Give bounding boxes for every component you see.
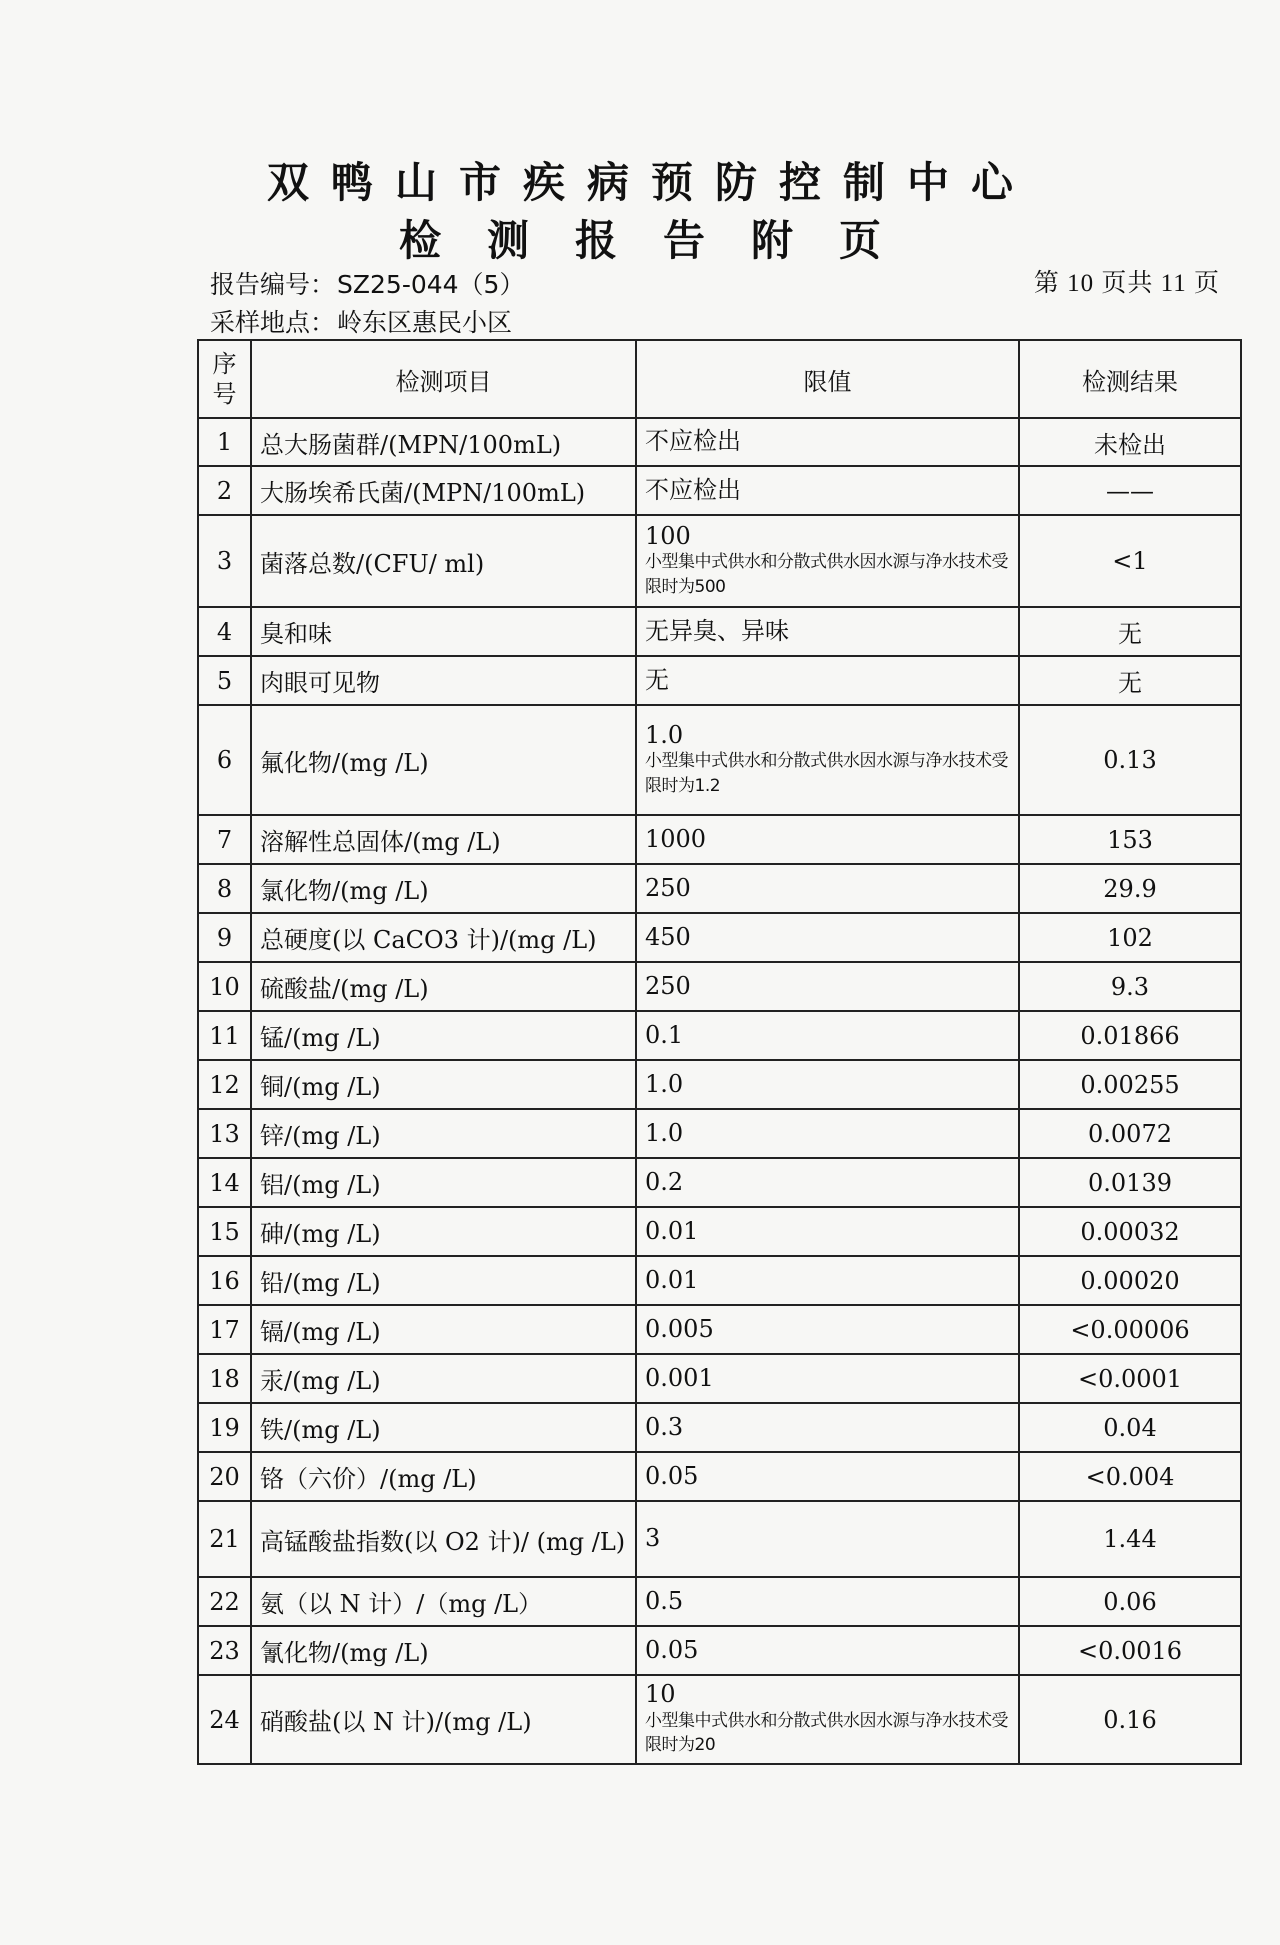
table-row [198, 1256, 1241, 1305]
report-number-label: 报告编号： [210, 270, 336, 299]
row-number: 18 [198, 1354, 251, 1403]
row-number: 24 [198, 1675, 251, 1764]
limit-value [636, 418, 1019, 466]
row-number: 7 [198, 815, 251, 864]
limit-main: 不应检出 [645, 475, 741, 504]
limit-main: 0.001 [645, 1363, 714, 1392]
test-result: 102 [1019, 913, 1241, 962]
limit-main: 无 [645, 665, 669, 694]
test-result: 0.00020 [1019, 1256, 1241, 1305]
table-row [198, 1354, 1241, 1403]
limit-main: 250 [645, 971, 691, 1000]
limit-value [636, 656, 1019, 705]
row-number: 19 [198, 1403, 251, 1452]
header-limit: 限值 [636, 340, 1019, 418]
report-number: SZ25-044（5） [337, 270, 525, 299]
doc-title: 检测报告附页 [398, 216, 927, 265]
limit-main: 3 [645, 1524, 661, 1553]
limit-value [636, 1354, 1019, 1403]
row-number: 22 [198, 1577, 251, 1626]
row-number: 11 [198, 1011, 251, 1060]
row-number: 8 [198, 864, 251, 913]
test-item: 菌落总数/(CFU/ ml) [251, 515, 636, 607]
limit-value [636, 1158, 1019, 1207]
table-row [198, 815, 1241, 864]
table-row [198, 705, 1241, 815]
test-item: 总硬度(以 CaCO3 计)/(mg /L) [251, 913, 636, 962]
limit-main: 0.01 [645, 1265, 699, 1294]
test-item: 铜/(mg /L) [251, 1060, 636, 1109]
limit-value [636, 1011, 1019, 1060]
limit-value [636, 466, 1019, 515]
table-row [198, 913, 1241, 962]
row-number: 23 [198, 1626, 251, 1675]
limit-value [636, 1060, 1019, 1109]
table-row [198, 607, 1241, 656]
limit-main: 1000 [645, 824, 707, 853]
test-result: 0.13 [1019, 705, 1241, 815]
row-number: 3 [198, 515, 251, 607]
test-result: 153 [1019, 815, 1241, 864]
test-item: 硫酸盐/(mg /L) [251, 962, 636, 1011]
test-item: 锌/(mg /L) [251, 1109, 636, 1158]
table-row [198, 1109, 1241, 1158]
table-row [198, 1207, 1241, 1256]
limit-note: 小型集中式供水和分散式供水因水源与净水技术受限时为20 [645, 1710, 1008, 1756]
test-result: <0.00006 [1019, 1305, 1241, 1354]
limit-main: 250 [645, 873, 691, 902]
row-number: 4 [198, 607, 251, 656]
limit-main: 0.005 [645, 1314, 714, 1343]
limit-value [636, 1207, 1019, 1256]
test-result: 29.9 [1019, 864, 1241, 913]
table-row [198, 1403, 1241, 1452]
row-number: 16 [198, 1256, 251, 1305]
row-number: 21 [198, 1501, 251, 1577]
row-number: 14 [198, 1158, 251, 1207]
row-number: 1 [198, 418, 251, 466]
limit-main: 1.0 [645, 1118, 684, 1147]
row-number: 6 [198, 705, 251, 815]
limit-main: 0.05 [645, 1635, 699, 1664]
test-item: 铝/(mg /L) [251, 1158, 636, 1207]
row-number: 5 [198, 656, 251, 705]
page-info: 第 10 页共 11 页 [1033, 270, 1220, 297]
limit-main: 450 [645, 922, 691, 951]
test-result: <0.0016 [1019, 1626, 1241, 1675]
test-result: 0.00255 [1019, 1060, 1241, 1109]
limit-value [636, 1577, 1019, 1626]
limit-main: 不应检出 [645, 427, 741, 456]
test-result: 0.06 [1019, 1577, 1241, 1626]
test-result: 0.04 [1019, 1403, 1241, 1452]
test-result: 1.44 [1019, 1501, 1241, 1577]
test-result: 0.16 [1019, 1675, 1241, 1764]
test-item: 臭和味 [251, 607, 636, 656]
limit-value [636, 815, 1019, 864]
limit-value [636, 913, 1019, 962]
test-item: 铬（六价）/(mg /L) [251, 1452, 636, 1501]
limit-value [636, 705, 1019, 815]
results-table [197, 339, 1242, 1765]
row-number: 12 [198, 1060, 251, 1109]
limit-value [636, 1675, 1019, 1764]
row-number: 2 [198, 466, 251, 515]
limit-value [636, 607, 1019, 656]
org-title: 双鸭山市疾病预防控制中心 [266, 158, 1035, 207]
header-result: 检测结果 [1019, 340, 1241, 418]
test-item: 铅/(mg /L) [251, 1256, 636, 1305]
test-item: 氰化物/(mg /L) [251, 1626, 636, 1675]
row-number: 9 [198, 913, 251, 962]
table-row [198, 1626, 1241, 1675]
test-result: <0.0001 [1019, 1354, 1241, 1403]
table-row [198, 1501, 1241, 1577]
report-number-line [210, 265, 524, 301]
test-item: 大肠埃希氏菌/(MPN/100mL) [251, 466, 636, 515]
limit-value [636, 1305, 1019, 1354]
limit-main: 0.1 [645, 1020, 684, 1049]
limit-note: 小型集中式供水和分散式供水因水源与净水技术受限时为1.2 [645, 751, 1008, 796]
test-item: 锰/(mg /L) [251, 1011, 636, 1060]
limit-value [636, 1452, 1019, 1501]
test-item: 氟化物/(mg /L) [251, 705, 636, 815]
table-row [198, 466, 1241, 515]
sampling-site-line [210, 303, 512, 339]
test-result: 9.3 [1019, 962, 1241, 1011]
limit-value [636, 1626, 1019, 1675]
row-number: 20 [198, 1452, 251, 1501]
test-item: 肉眼可见物 [251, 656, 636, 705]
table-row [198, 515, 1241, 607]
header-seq [198, 340, 251, 418]
table-row [198, 1060, 1241, 1109]
limit-value [636, 1501, 1019, 1577]
test-item: 砷/(mg /L) [251, 1207, 636, 1256]
table-row [198, 864, 1241, 913]
table-row [198, 656, 1241, 705]
limit-value [636, 1109, 1019, 1158]
limit-value [636, 515, 1019, 607]
test-result: 无 [1019, 607, 1241, 656]
test-result: 未检出 [1019, 418, 1241, 466]
test-item: 总大肠菌群/(MPN/100mL) [251, 418, 636, 466]
limit-main: 0.3 [645, 1412, 684, 1441]
limit-main: 1.0 [645, 1069, 684, 1098]
table-row [198, 1577, 1241, 1626]
table-row [198, 1675, 1241, 1764]
test-result: 0.0139 [1019, 1158, 1241, 1207]
row-number: 15 [198, 1207, 251, 1256]
test-item: 汞/(mg /L) [251, 1354, 636, 1403]
test-result: 0.00032 [1019, 1207, 1241, 1256]
test-item: 氨（以 N 计）/（mg /L） [251, 1577, 636, 1626]
test-item: 氯化物/(mg /L) [251, 864, 636, 913]
table-header-row [198, 340, 1241, 418]
row-number: 10 [198, 962, 251, 1011]
test-item: 镉/(mg /L) [251, 1305, 636, 1354]
table-row [198, 1305, 1241, 1354]
table-row [198, 418, 1241, 466]
row-number: 17 [198, 1305, 251, 1354]
test-result: <0.004 [1019, 1452, 1241, 1501]
limit-value [636, 1403, 1019, 1452]
limit-value [636, 1256, 1019, 1305]
limit-main: 无异臭、异味 [645, 616, 789, 645]
test-item: 溶解性总固体/(mg /L) [251, 815, 636, 864]
header-seq-label: 序 号 [212, 350, 237, 408]
test-item: 硝酸盐(以 N 计)/(mg /L) [251, 1675, 636, 1764]
test-result: —— [1019, 466, 1241, 515]
table-row [198, 1011, 1241, 1060]
limit-value [636, 962, 1019, 1011]
limit-main: 0.01 [645, 1216, 699, 1245]
header-item: 检测项目 [251, 340, 636, 418]
table-row [198, 962, 1241, 1011]
test-item: 铁/(mg /L) [251, 1403, 636, 1452]
test-result: 0.0072 [1019, 1109, 1241, 1158]
limit-main: 0.5 [645, 1586, 684, 1615]
limit-main: 0.05 [645, 1461, 699, 1490]
limit-main: 100 [645, 521, 691, 550]
limit-main: 1.0 [645, 720, 684, 749]
test-result: 无 [1019, 656, 1241, 705]
row-number: 13 [198, 1109, 251, 1158]
sampling-site: 岭东区惠民小区 [337, 308, 513, 337]
limit-value [636, 864, 1019, 913]
test-result: 0.01866 [1019, 1011, 1241, 1060]
sampling-site-label: 采样地点： [210, 308, 336, 337]
limit-note: 小型集中式供水和分散式供水因水源与净水技术受限时为500 [645, 552, 1008, 597]
table-row [198, 1158, 1241, 1207]
table-row [198, 1452, 1241, 1501]
test-item: 高锰酸盐指数(以 O2 计)/ (mg /L) [251, 1501, 636, 1577]
test-result: <1 [1019, 515, 1241, 607]
limit-main: 10 [645, 1680, 676, 1709]
limit-main: 0.2 [645, 1167, 684, 1196]
